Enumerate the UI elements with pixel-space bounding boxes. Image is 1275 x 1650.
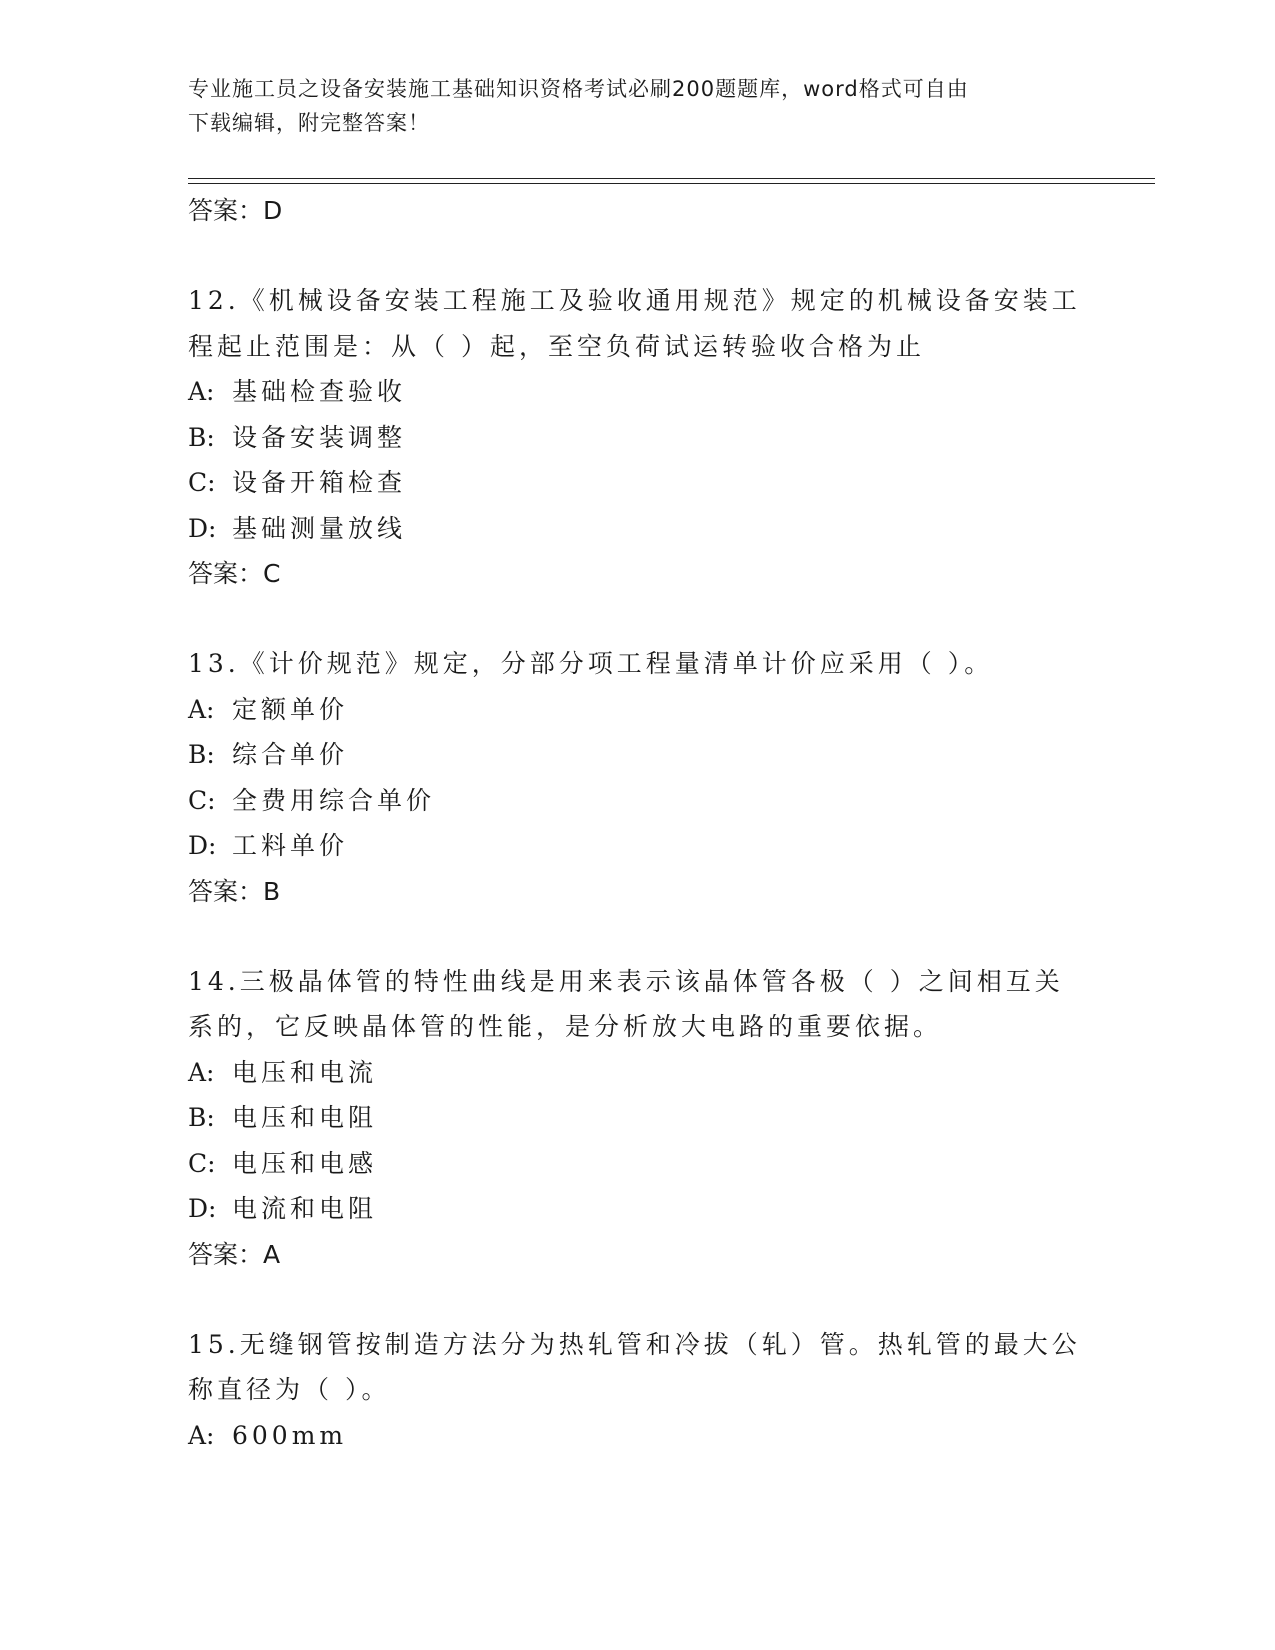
option-letter: D: [188,831,217,860]
option-letter: A: [188,694,215,724]
question-line: 称直径为（ ）。 [188,1375,391,1404]
option-item [188,732,1088,778]
answer-prefix: 答案： [188,1239,264,1269]
option-text: 电压和电感 [232,1148,378,1178]
answer-line [188,869,1088,915]
answer-value: D [263,196,283,225]
spacer [188,915,1088,959]
option-text: 定额单价 [232,694,349,724]
option-letter: C: [188,1148,216,1178]
option-letter: A: [188,1420,215,1450]
option-item [188,460,1088,506]
option-text: 600mm [232,1420,348,1450]
option-text: 全费用综合单价 [232,785,436,815]
option-text: 设备开箱检查 [232,468,407,497]
answer-line [188,551,1088,597]
answer-value: A [263,1239,281,1269]
option-letter: D: [188,513,217,543]
option-item [188,1050,1088,1096]
header-divider-bottom [188,183,1155,184]
question-line: 程起止范围是：从（ ）起，至空负荷试运转验收合格为止 [188,331,925,361]
answer-prefix: 答案： [188,559,264,588]
question-block [188,278,1088,641]
question-block [188,959,1088,1322]
option-item [188,1186,1088,1232]
question-line: 12.《机械设备安装工程施工及验收通用规范》规定的机械设备安装工 [188,286,1081,315]
answer-value: C [263,559,281,588]
option-item [188,1141,1088,1187]
option-letter: B: [188,1103,215,1132]
option-item [188,506,1088,552]
question-block [188,1322,1088,1459]
option-letter: D: [188,1194,217,1223]
option-text: 综合单价 [232,740,349,769]
question-block [188,641,1088,959]
option-item [188,415,1088,461]
answer-value: B [263,876,281,906]
answer-prefix: 答案： [188,876,264,906]
option-text: 工料单价 [232,831,349,860]
option-letter: B: [188,740,215,769]
question-text [188,959,1088,1050]
option-item [188,1095,1088,1141]
option-item [188,369,1088,415]
answer-line [188,188,1088,234]
question-line: 13.《计价规范》规定，分部分项工程量清单计价应采用（ ）。 [188,649,994,678]
header-title-line-2: 下载编辑，附完整答案！ [188,111,430,135]
header-title-line-1: 专业施工员之设备安装施工基础知识资格考试必刷200题题库，word格式可自由 [188,77,969,101]
question-text [188,1322,1088,1413]
option-text: 电压和电阻 [232,1103,378,1132]
document-header [188,72,1078,140]
question-line: 14.三极晶体管的特性曲线是用来表示该晶体管各极（ ）之间相互关 [188,966,1064,996]
option-text: 基础检查验收 [232,377,407,406]
question-text [188,278,1088,369]
option-item [188,823,1088,869]
question-list [188,188,1088,1458]
option-letter: A: [188,377,215,406]
spacer [188,234,1088,278]
question-line: 系的，它反映晶体管的性能，是分析放大电路的重要依据。 [188,1012,943,1041]
option-letter: C: [188,468,216,497]
answer-line [188,1232,1088,1278]
option-letter: C: [188,785,216,815]
question-line: 15.无缝钢管按制造方法分为热轧管和冷拔（轧）管。热轧管的最大公 [188,1329,1081,1359]
option-item [188,687,1088,733]
spacer [188,1278,1088,1322]
spacer [188,597,1088,641]
option-letter: B: [188,422,215,452]
header-divider-top [188,178,1155,179]
answer-prefix: 答案： [188,196,264,225]
option-item [188,1413,1088,1459]
option-text: 设备安装调整 [232,422,407,452]
option-text: 电流和电阻 [232,1194,378,1223]
option-text: 电压和电流 [232,1057,378,1087]
option-letter: A: [188,1057,215,1087]
option-text: 基础测量放线 [232,513,407,543]
option-item [188,778,1088,824]
question-text [188,641,1088,687]
